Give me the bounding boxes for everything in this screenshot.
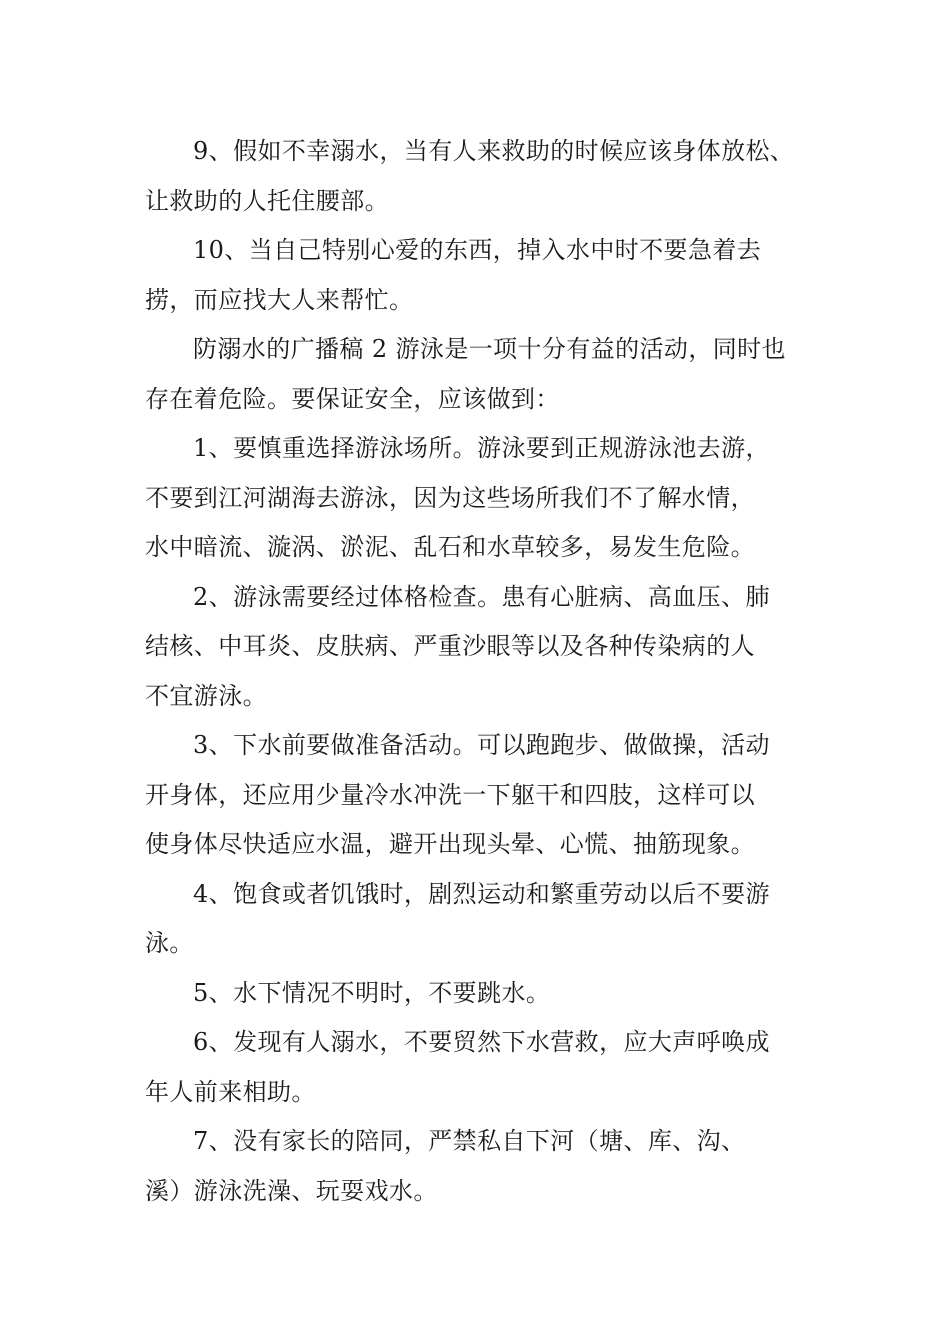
paragraph-line: 不要到江河湖海去游泳，因为这些场所我们不了解水情， [145,483,755,512]
paragraph-line: 溪）游泳洗澡、玩耍戏水。 [145,1176,438,1205]
paragraph-line: 捞，而应找大人来帮忙。 [145,285,414,314]
paragraph-line: 让救助的人托住腰部。 [145,186,389,215]
paragraph-line: 结核、中耳炎、皮肤病、严重沙眼等以及各种传染病的人 [145,632,755,660]
paragraph-item-4 [145,870,810,969]
paragraph-line: 10、当自己特别心爱的东西，掉入水中时不要急着去 [193,236,762,264]
paragraph-line: 开身体，还应用少量冷水冲洗一下躯干和四肢，这样可以 [145,780,755,809]
paragraph-line: 使身体尽快适应水温，避开出现头晕、心慌、抽筋现象。 [145,830,755,858]
paragraph-item-7 [145,1117,810,1216]
paragraph-line: 存在着危险。要保证安全，应该做到： [145,384,560,413]
paragraph-line: 水中暗流、漩涡、淤泥、乱石和水草较多，易发生危险。 [145,533,755,561]
paragraph-line: 泳。 [145,929,194,957]
paragraph-line: 防溺水的广播稿 2 游泳是一项十分有益的活动，同时也 [193,335,786,363]
paragraph-line: 7、没有家长的陪同，严禁私自下河（塘、库、沟、 [193,1127,746,1155]
paragraph-item-2 [145,573,810,722]
paragraph-item-3 [145,721,810,870]
paragraph-line: 9、假如不幸溺水，当有人来救助的时候应该身体放松、 [193,137,795,165]
paragraph-line: 不宜游泳。 [145,681,267,710]
paragraph-item-9 [145,127,810,226]
paragraph-line: 5、水下情况不明时，不要跳水。 [193,978,551,1007]
paragraph-item-5 [145,969,810,1019]
paragraph-item-10 [145,226,810,325]
document-page [145,127,810,1216]
paragraph-line: 4、饱食或者饥饿时，剧烈运动和繁重劳动以后不要游 [193,879,770,908]
paragraph-line: 3、下水前要做准备活动。可以跑跑步、做做操，活动 [193,731,770,759]
paragraph-item-6 [145,1018,810,1117]
paragraph-item-1 [145,424,810,573]
paragraph-line: 年人前来相助。 [145,1077,316,1106]
paragraph-line: 2、游泳需要经过体格检查。患有心脏病、高血压、肺 [193,582,770,611]
paragraph-broadcast-intro [145,325,810,424]
paragraph-line: 1、要慎重选择游泳场所。游泳要到正规游泳池去游， [193,434,770,462]
paragraph-line: 6、发现有人溺水，不要贸然下水营救，应大声呼唤成 [193,1028,770,1056]
